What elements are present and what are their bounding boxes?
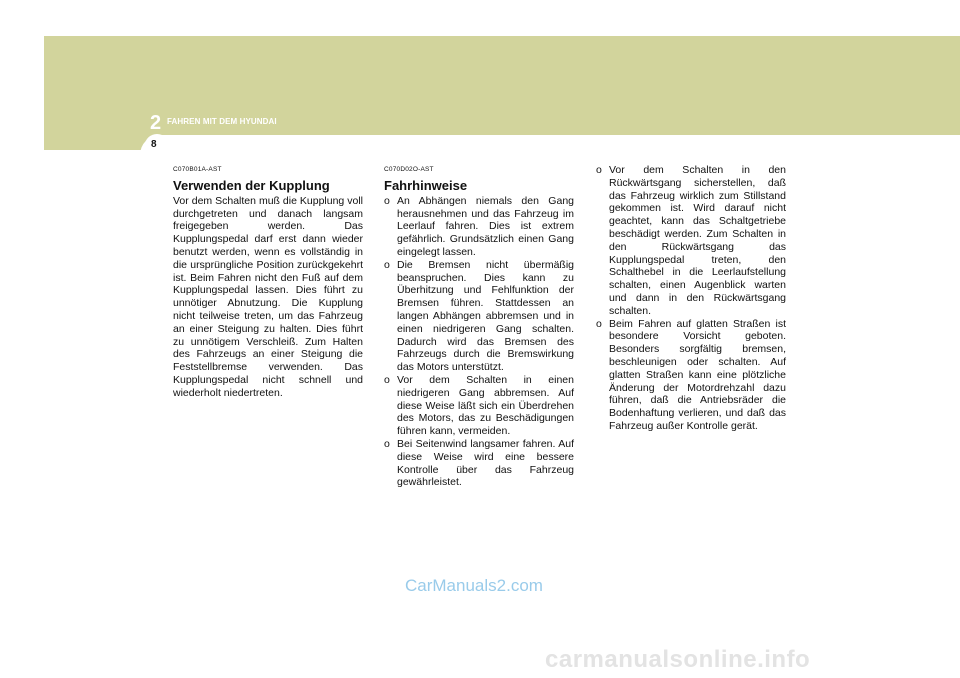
list-item-text: Vor dem Schalten in den Rückwärtsgang sicherstellen, daß das Fahrzeug wirklich zum Stillstand gekommen ist. Wird darauf nicht geachtet, kann das Schaltgetriebe beschädigt werden. Zum Schalten in den Rückwärtsgang das Kupplungspedal treten, den Schalthebel in die Leerlaufstellung schalten, einen Augenblick warten und dann in den Rückwärtsgang schalten. bbox=[609, 164, 786, 317]
list-item-text: Beim Fahren auf glatten Straßen ist besondere Vorsicht geboten. Besonders sorgfältig bremsen, beschleunigen oder schalten. Auf glatten Straßen kann eine plötzliche Änderung der Motordrehzahl dazu führen, daß die Antriebsräder die Bodenhaftung verlieren, und daß das Fahrzeug außer Kontrolle gerät. bbox=[609, 317, 786, 432]
bullet-list bbox=[384, 195, 574, 489]
watermark-link[interactable]: CarManuals2.com bbox=[405, 576, 543, 595]
section-body: Vor dem Schalten muß die Kupplung voll durchgetreten und danach langsam freigegeben werden. Das Kupplungspedal darf erst dann wieder benutzt werden, wenn es vollständig in die ursprüngliche Position zurückgekehrt ist. Beim Fahren nicht den Fuß auf dem Kupplungspedal lassen. Dies führt zu unnötiger Abnutzung. Die Kupplung nicht teilweise treten, um das Fahrzeug an einer Steigung zu halten. Dies führt zu unnötigem Verschleiß. Zum Halten des Fahrzeugs an einer Steigung die Feststellbremse verwenden. Das Kupplungspedal nicht schnell und wiederholt niedertreten. bbox=[173, 194, 363, 399]
bullet-mark: o bbox=[384, 258, 390, 271]
list-item-text: Bei Seitenwind langsamer fahren. Auf diese Weise wird eine bessere Kontrolle über das Fahrzeug gewährleistet. bbox=[397, 437, 574, 489]
list-item bbox=[384, 195, 574, 259]
page-number: 8 bbox=[151, 139, 157, 150]
page-number-badge bbox=[145, 134, 169, 156]
section-heading: Fahrhinweise bbox=[384, 177, 468, 193]
watermark-text: carmanualsonline.info bbox=[545, 646, 811, 673]
column-3 bbox=[596, 164, 786, 433]
list-item bbox=[384, 438, 574, 489]
bullet-mark: o bbox=[384, 373, 390, 386]
list-item bbox=[596, 164, 786, 318]
column-1 bbox=[173, 164, 363, 400]
section-code: C070D02O-AST bbox=[384, 166, 434, 173]
section-heading: Verwenden der Kupplung bbox=[173, 177, 330, 193]
list-item-text: An Abhängen niemals den Gang herausnehmen und das Fahrzeug im Leerlauf fahren. Dies ist extrem gefährlich. Grundsätzlich einen Gang eingelegt lassen. bbox=[397, 194, 574, 258]
bullet-mark: o bbox=[596, 317, 602, 330]
list-item-text: Vor dem Schalten in einen niedrigeren Gang abbremsen. Auf diese Weise läßt sich ein Überdrehen des Motors, das zu Beschädigungen führen kann, vermeiden. bbox=[397, 373, 574, 438]
list-item bbox=[384, 374, 574, 438]
list-item bbox=[596, 318, 786, 433]
section-code: C070B01A-AST bbox=[173, 166, 222, 173]
bullet-mark: o bbox=[384, 437, 390, 450]
list-item-text: Die Bremsen nicht übermäßig beanspruchen. Dies kann zu Überhitzung und Fehlfunktion der Bremsen führen. Stattdessen an langen Abhängen abbremsen und in einen niedrigeren Gang schalten. Dadurch wird das Bremsen des Fahrzeugs durch die Bremswirkung das Motors unterstützt. bbox=[397, 258, 574, 374]
list-item bbox=[384, 259, 574, 374]
column-2 bbox=[384, 164, 574, 489]
chapter-title: FAHREN MIT DEM HYUNDAI bbox=[167, 117, 277, 126]
bullet-mark: o bbox=[596, 164, 602, 176]
bullet-mark: o bbox=[384, 194, 390, 207]
chapter-number: 2 bbox=[150, 112, 162, 134]
bullet-list bbox=[596, 164, 786, 433]
